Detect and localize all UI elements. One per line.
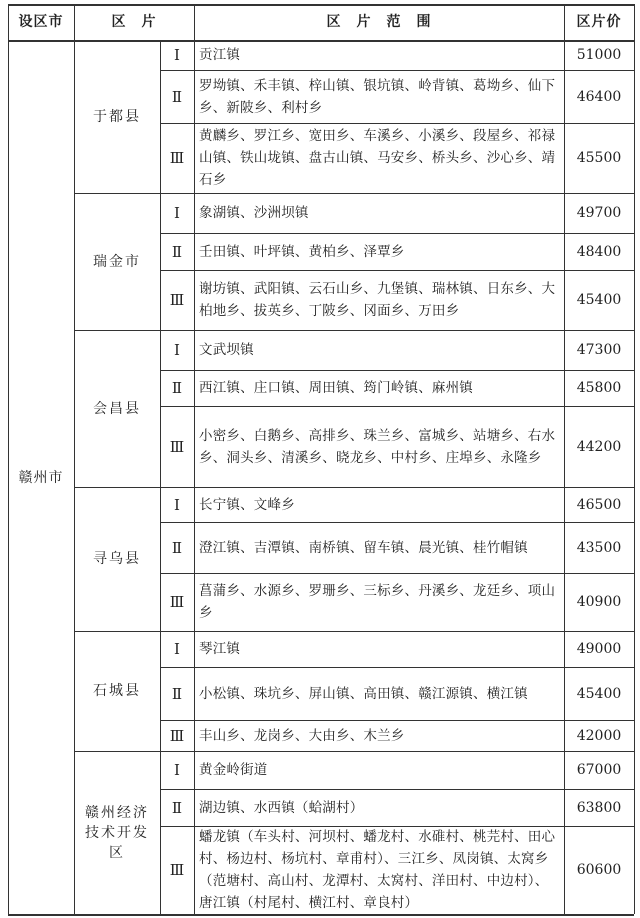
- zone-grade: Ⅲ: [169, 291, 185, 309]
- header-area: 区 片 范 围: [326, 14, 432, 30]
- zone-grade: Ⅲ: [169, 861, 185, 879]
- zone-area-text: 蟠龙镇（车头村、河坝村、蟠龙村、水碓村、桃芫村、田心村、杨边村、杨坑村、章甫村）、三江乡、凤岗镇、太窝乡（范塘村、高山村、龙潭村、太窝村、洋田村、中边村）、唐江镇（村尾村、横江村、章良村）: [199, 829, 556, 911]
- zone-price: 46500: [576, 496, 622, 513]
- zone-area-text: 文武坝镇: [199, 342, 254, 358]
- zone-area-text: 琴江镇: [199, 641, 241, 657]
- zone-price: 49700: [576, 205, 622, 221]
- zone-price: 63800: [576, 799, 622, 816]
- zone-grade: Ⅰ: [174, 495, 180, 514]
- zone-price: 46400: [576, 88, 622, 105]
- zone-grade: Ⅰ: [174, 204, 180, 222]
- zone-grade: Ⅰ: [174, 341, 180, 359]
- zone-area-text: 黄麟乡、罗江乡、宽田乡、车溪乡、小溪乡、段屋乡、祁禄山镇、铁山垅镇、盘古山镇、马安乡、桥头乡、沙心乡、靖石乡: [199, 128, 556, 188]
- county-name: 赣州经济技术开发区: [85, 804, 149, 861]
- zone-grade: Ⅱ: [171, 538, 183, 557]
- zone-grade: Ⅲ: [169, 149, 185, 167]
- zone-price: 60600: [576, 862, 622, 878]
- zone-grade: Ⅱ: [171, 242, 183, 261]
- header-city: 设区市: [18, 14, 64, 30]
- zone-price: 44200: [576, 438, 622, 455]
- zone-grade: Ⅲ: [169, 593, 185, 611]
- zone-grade: Ⅰ: [174, 761, 180, 779]
- zone-area-text: 壬田镇、叶坪镇、黄柏乡、泽覃乡: [199, 243, 405, 260]
- zone-grade: Ⅱ: [171, 684, 183, 703]
- zone-area-text: 小松镇、珠坑乡、屏山镇、高田镇、赣江源镇、横江镇: [199, 685, 528, 702]
- zone-area-text: 丰山乡、龙岗乡、大由乡、木兰乡: [199, 727, 405, 744]
- zone-area-text: 湖边镇、水西镇（蛤湖村）: [199, 799, 364, 816]
- zone-grade: Ⅱ: [171, 379, 183, 397]
- zone-area-text: 西江镇、庄口镇、周田镇、筠门岭镇、麻州镇: [199, 380, 473, 396]
- zone-area-text: 谢坊镇、武阳镇、云石山乡、九堡镇、瑞林镇、日东乡、大柏地乡、拔英乡、丁陂乡、冈面乡、万田乡: [199, 281, 556, 319]
- header-zone-col: [160, 4, 194, 38]
- county-name: 于都县: [93, 108, 141, 125]
- zone-grade: Ⅲ: [169, 437, 185, 456]
- zone-grade: Ⅰ: [174, 640, 180, 658]
- zone-area-text: 贡江镇: [199, 47, 241, 63]
- county-name: 寻乌县: [93, 551, 141, 567]
- zone-price: 49000: [576, 641, 622, 657]
- zone-area-text: 黄金岭街道: [199, 762, 268, 778]
- zone-price: 45800: [576, 380, 622, 396]
- zone-grade: Ⅲ: [169, 726, 185, 745]
- zone-price: 45400: [576, 685, 622, 702]
- table-bottom-border: [8, 914, 634, 916]
- zone-grade: Ⅱ: [171, 798, 183, 817]
- zone-area-text: 罗坳镇、禾丰镇、梓山镇、银坑镇、岭背镇、葛坳乡、仙下乡、新陂乡、利村乡: [199, 77, 556, 116]
- zone-price: 51000: [576, 47, 622, 63]
- zone-grade: Ⅱ: [171, 87, 183, 106]
- zone-area-text: 小密乡、白鹅乡、高排乡、珠兰乡、富城乡、站塘乡、右水乡、洞头乡、清溪乡、晓龙乡、中村乡、庄埠乡、永隆乡: [199, 427, 556, 466]
- county-name: 石城县: [93, 683, 141, 699]
- county-name: 会昌县: [93, 400, 141, 417]
- header-county: 区 片: [111, 14, 157, 30]
- table-right-border: [634, 4, 635, 914]
- zone-price: 42000: [576, 727, 622, 744]
- zone-area-text: 菖蒲乡、水源乡、罗珊乡、三标乡、丹溪乡、龙廷乡、项山乡: [199, 583, 556, 621]
- zone-grade: Ⅰ: [174, 46, 180, 64]
- header-price: 区片价: [576, 14, 622, 30]
- zone-price: 48400: [576, 243, 622, 260]
- county-name: 瑞金市: [93, 253, 141, 270]
- table-left-border: [8, 4, 9, 914]
- zone-price: 45400: [576, 292, 622, 308]
- zone-price: 40900: [576, 594, 622, 610]
- zone-price: 47300: [576, 342, 622, 358]
- zone-area-text: 长宁镇、文峰乡: [199, 496, 295, 513]
- zone-price: 43500: [576, 539, 622, 556]
- zone-price: 67000: [576, 762, 622, 778]
- zone-area-text: 象湖镇、沙洲坝镇: [199, 205, 309, 221]
- city-cell: 赣州市: [18, 470, 64, 486]
- zone-price: 45500: [576, 150, 622, 166]
- table-top-border: [8, 4, 634, 6]
- zone-area-text: 澄江镇、吉潭镇、南桥镇、留车镇、晨光镇、桂竹帽镇: [199, 539, 528, 556]
